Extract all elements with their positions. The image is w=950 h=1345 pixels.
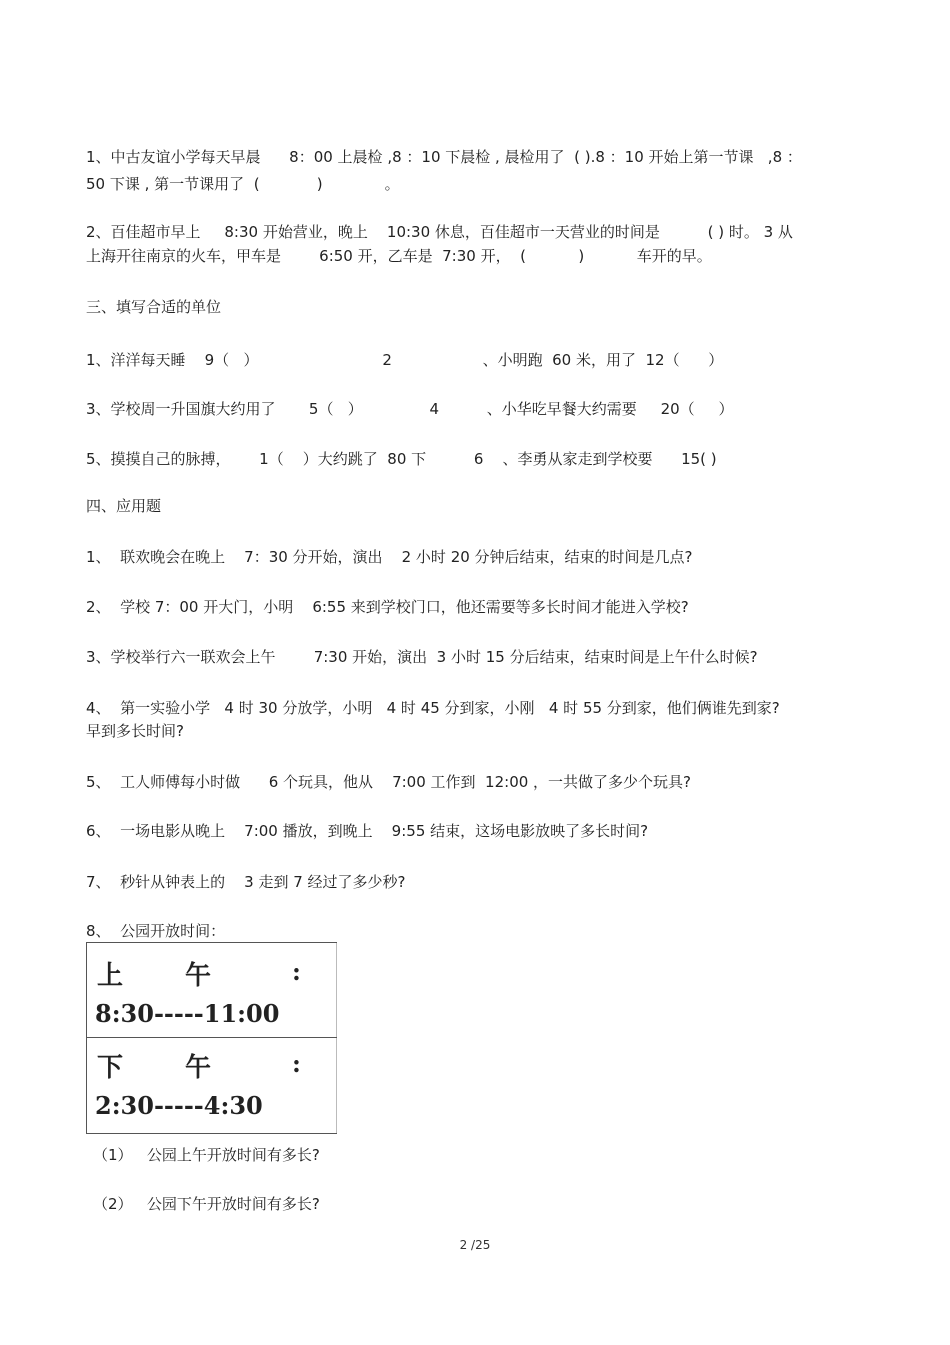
question-2-2-line-2: 上海开往南京的火车，甲车是 6:50 开，乙车是 7:30 开， ( ) 车开的早。 bbox=[86, 247, 712, 265]
question-2-1-line-1: 1、中古友谊小学每天早晨 8：00 上晨检 ,8 ：10 下晨检 , 晨检用了 ( ).8 ：10 开始上第一节课 ,8 ： bbox=[86, 148, 802, 166]
word-problem-4-line-1: 4、 第一实验小学 4 时 30 分放学，小明 4 时 45 分到家，小刚 4 时 55 分到家，他们俩谁先到家? bbox=[86, 699, 780, 717]
afternoon-hours: 2:30-----4:30 bbox=[95, 1091, 263, 1120]
table-right-edge bbox=[336, 943, 337, 1133]
page-number: 2 /25 bbox=[459, 1238, 491, 1252]
unit-row-1: 1、洋洋每天睡 9（ ） 2 、小明跑 60 米，用了 12（ ） bbox=[86, 351, 724, 369]
section-three-heading: 三、填写合适的单位 bbox=[86, 298, 222, 316]
sub-question-2: （2） 公园下午开放时间有多长? bbox=[93, 1195, 320, 1213]
section-four-heading: 四、应用题 bbox=[86, 497, 162, 515]
unit-row-3: 5、摸摸自己的脉搏， 1（ ）大约跳了 80 下 6 、李勇从家走到学校要 15( ) bbox=[86, 450, 717, 468]
question-2-2-line-1: 2、百佳超市早上 8:30 开始营业，晚上 10:30 休息，百佳超市一天营业的时间是 ( ) 时。 3 从 bbox=[86, 223, 793, 241]
word-problem-2: 2、 学校 7：00 开大门，小明 6:55 来到学校门口，他还需要等多长时间才能进入学校? bbox=[86, 598, 689, 616]
question-2-1-line-2: 50 下课 , 第一节课用了 ( ) 。 bbox=[86, 175, 400, 193]
afternoon-colon: : bbox=[292, 1049, 301, 1078]
sub-question-1: （1） 公园上午开放时间有多长? bbox=[93, 1146, 320, 1164]
park-hours-table bbox=[86, 942, 337, 1134]
morning-hours: 8:30-----11:00 bbox=[95, 999, 280, 1028]
morning-colon: : bbox=[292, 957, 301, 986]
word-problem-1: 1、 联欢晚会在晚上 7：30 分开始，演出 2 小时 20 分钟后结束，结束的时间是几点? bbox=[86, 548, 693, 566]
word-problem-4-line-2: 早到多长时间? bbox=[86, 722, 184, 740]
word-problem-7: 7、 秒针从钟表上的 3 走到 7 经过了多少秒? bbox=[86, 873, 406, 891]
word-problem-6: 6、 一场电影从晚上 7:00 播放，到晚上 9:55 结束，这场电影放映了多长时间? bbox=[86, 822, 649, 840]
word-problem-8: 8、 公园开放时间： bbox=[86, 922, 226, 940]
unit-row-2: 3、学校周一升国旗大约用了 5（ ） 4 、小华吃早餐大约需要 20（ ） bbox=[86, 400, 734, 418]
table-divider bbox=[87, 1037, 337, 1038]
word-problem-5: 5、 工人师傅每小时做 6 个玩具，他从 7:00 工作到 12:00 ，一共做了多少个玩具? bbox=[86, 773, 692, 791]
afternoon-label: 下午 bbox=[97, 1053, 274, 1083]
morning-label: 上午 bbox=[97, 961, 274, 991]
word-problem-3: 3、学校举行六一联欢会上午 7:30 开始，演出 3 小时 15 分后结束，结束时间是上午什么时候? bbox=[86, 648, 758, 666]
